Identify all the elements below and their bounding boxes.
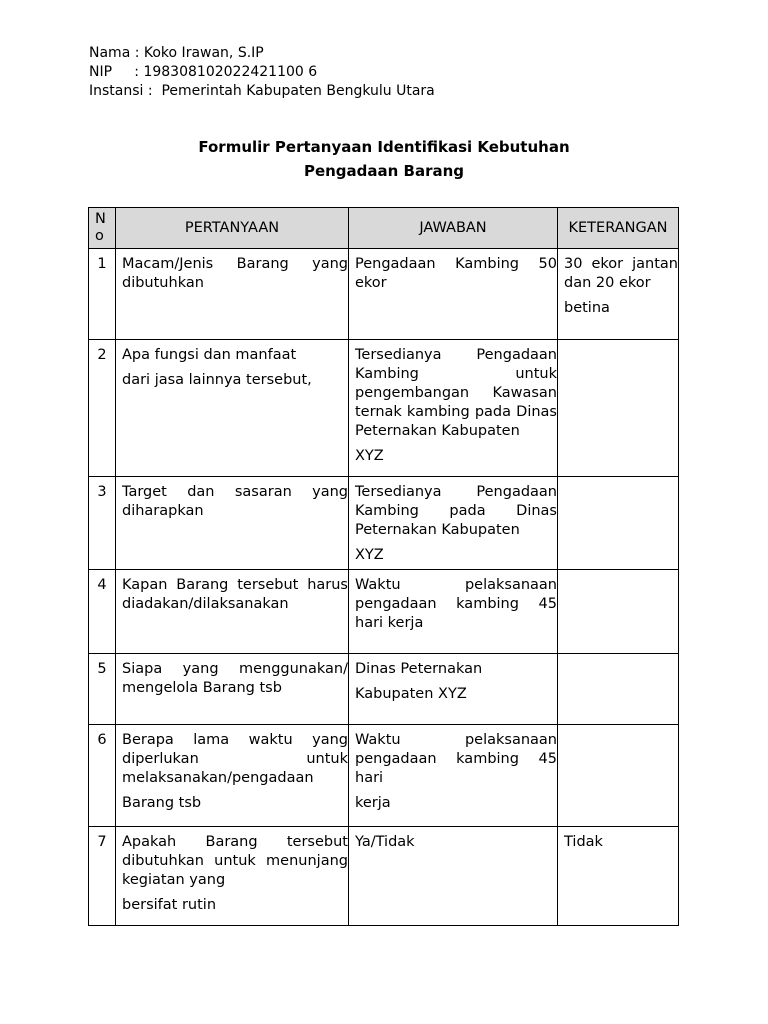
table-row xyxy=(89,477,679,570)
questionnaire-table xyxy=(88,207,679,926)
question-cell xyxy=(116,340,349,477)
row-number: 7 xyxy=(89,827,116,926)
row-number: 4 xyxy=(89,570,116,654)
remark-cell xyxy=(558,477,679,570)
nama-line: Nama : Koko Irawan, S.IP xyxy=(89,45,264,61)
answer-cell xyxy=(349,725,558,827)
answer-cell-paragraph: Dinas Peternakan xyxy=(355,661,483,677)
answer-cell-paragraph: Tersedianya Pengadaan Kambing pada Dinas Peternakan Kabupaten xyxy=(355,484,557,538)
remark-cell xyxy=(558,570,679,654)
question-cell xyxy=(116,827,349,926)
nip-line: NIP : 198308102022421100 6 xyxy=(89,64,318,80)
row-number: 5 xyxy=(89,654,116,725)
table-row xyxy=(89,654,679,725)
question-cell-paragraph: Macam/Jenis Barang yang dibutuhkan xyxy=(122,256,348,291)
question-cell-paragraph: Apa fungsi dan manfaat xyxy=(122,347,297,363)
question-cell-paragraph: Target dan sasaran yang diharapkan xyxy=(122,484,348,519)
document-title xyxy=(0,135,768,183)
answer-cell-paragraph: XYZ xyxy=(355,547,384,563)
table-row xyxy=(89,570,679,654)
identity-block xyxy=(89,44,435,101)
remark-cell-paragraph: 30 ekor jantan dan 20 ekor xyxy=(564,256,678,291)
answer-cell xyxy=(349,249,558,340)
remark-cell xyxy=(558,340,679,477)
answer-cell-paragraph: XYZ xyxy=(355,448,384,464)
header-jawaban: JAWABAN xyxy=(349,208,558,249)
instansi-line: Instansi : Pemerintah Kabupaten Bengkulu Utara xyxy=(89,83,435,99)
answer-cell xyxy=(349,654,558,725)
question-cell-paragraph: Barang tsb xyxy=(122,795,202,811)
remark-cell xyxy=(558,827,679,926)
header-pertanyaan: PERTANYAAN xyxy=(116,208,349,249)
answer-cell xyxy=(349,340,558,477)
question-cell-paragraph: Apakah Barang tersebut dibutuhkan untuk menunjang kegiatan yang xyxy=(122,834,348,888)
answer-cell-paragraph: Waktu pelaksanaan pengadaan kambing 45 hari kerja xyxy=(355,577,557,631)
answer-cell-paragraph: Ya/Tidak xyxy=(355,834,415,850)
question-cell-paragraph: Siapa yang menggunakan/ mengelola Barang tsb xyxy=(122,661,348,696)
remark-cell-paragraph: betina xyxy=(564,300,610,316)
question-cell-paragraph: dari jasa lainnya tersebut, xyxy=(122,372,312,388)
title-line-2: Pengadaan Barang xyxy=(303,162,465,180)
question-cell xyxy=(116,249,349,340)
question-cell xyxy=(116,570,349,654)
remark-cell xyxy=(558,725,679,827)
question-cell xyxy=(116,477,349,570)
row-number: 2 xyxy=(89,340,116,477)
title-line-1: Formulir Pertanyaan Identifikasi Kebutuhan xyxy=(198,138,570,156)
table-row xyxy=(89,249,679,340)
question-cell-paragraph: Berapa lama waktu yang diperlukan untuk melaksanakan/pengadaan xyxy=(122,732,348,786)
remark-cell-paragraph: Tidak xyxy=(564,834,603,850)
answer-cell-paragraph: Waktu pelaksanaan pengadaan kambing 45 hari xyxy=(355,732,557,786)
header-keterangan: KETERANGAN xyxy=(558,208,679,249)
table-header-row xyxy=(89,208,679,249)
question-cell-paragraph: bersifat rutin xyxy=(122,897,217,913)
question-cell xyxy=(116,654,349,725)
table-row xyxy=(89,725,679,827)
answer-cell-paragraph: Kabupaten XYZ xyxy=(355,686,467,702)
remark-cell xyxy=(558,249,679,340)
question-cell xyxy=(116,725,349,827)
table-row xyxy=(89,340,679,477)
header-no: N o xyxy=(89,208,116,249)
answer-cell-paragraph: Tersedianya Pengadaan Kambing untuk pengembangan Kawasan ternak kambing pada Dinas Peternakan Kabupaten xyxy=(355,347,557,439)
row-number: 3 xyxy=(89,477,116,570)
answer-cell-paragraph: kerja xyxy=(355,795,391,811)
answer-cell xyxy=(349,570,558,654)
question-cell-paragraph: Kapan Barang tersebut harus diadakan/dilaksanakan xyxy=(122,577,348,612)
answer-cell xyxy=(349,827,558,926)
answer-cell xyxy=(349,477,558,570)
table-row xyxy=(89,827,679,926)
remark-cell xyxy=(558,654,679,725)
row-number: 6 xyxy=(89,725,116,827)
answer-cell-paragraph: Pengadaan Kambing 50 ekor xyxy=(355,256,557,291)
row-number: 1 xyxy=(89,249,116,340)
